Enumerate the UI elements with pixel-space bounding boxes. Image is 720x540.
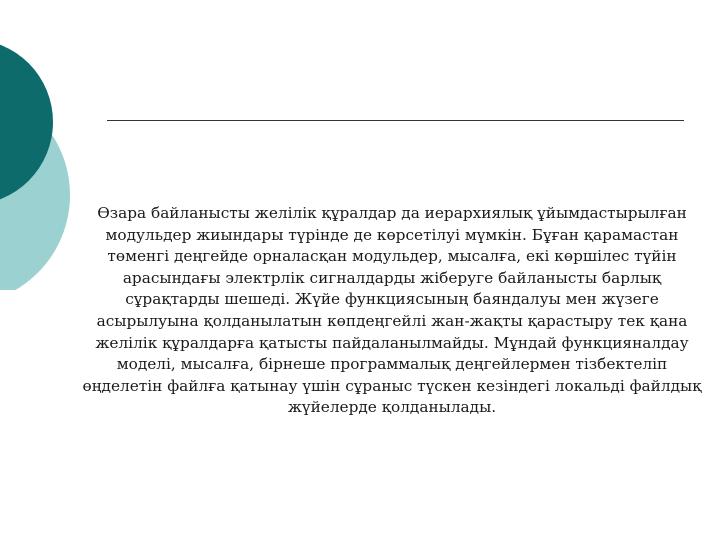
body-paragraph: Өзара байланысты желілік құралдар да иерархиялық ұйымдастырылған модульдер жиындары түрінде де көрсетілуі мүмкін. Бұған қарамастан төменгі деңгейде орналасқан модульдер, мысалға, екі көршілес түйін арасындағы электрлік сигналдарды жіберуге байланысты барлық сұрақтарды шешеді. Жүйе функциясының баяндалуы мен жүзеге асырылуына қолданылатын көпдеңгейлі жан-жақты қарастыру тек қана желілік құралдарға қатысты пайдаланылмайды. Мұндай функцияналдау моделі, мысалға, бірнеше программалық деңгейлермен тізбектеліп өңделетін файлға қатынау үшін сұраныс түскен кезіндегі локальді файлдық жүйелерде қолданылады. (82, 204, 702, 417)
title-divider (107, 120, 684, 121)
decorative-circles (0, 0, 80, 290)
